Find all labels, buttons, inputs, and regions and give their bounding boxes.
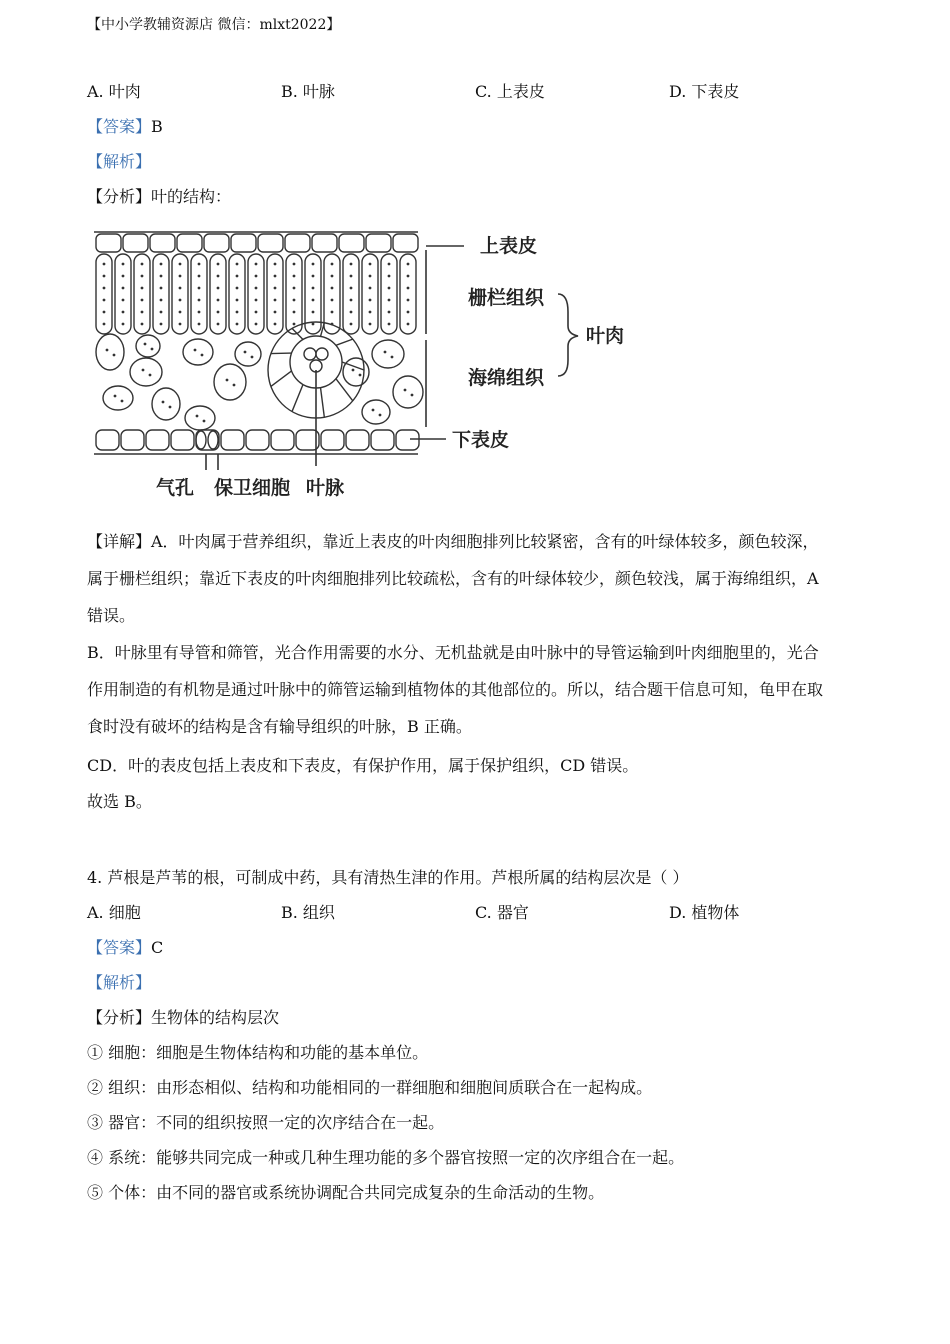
q3-option-a: A. 叶肉: [87, 82, 141, 101]
chloroplast: [372, 409, 375, 412]
chloroplast: [369, 311, 372, 314]
chloroplast: [179, 263, 182, 266]
upper-epidermis-cell: [204, 234, 229, 252]
answer-tag: 【答案】: [87, 938, 152, 957]
chloroplast: [379, 414, 382, 417]
chloroplast: [350, 299, 353, 302]
chloroplast: [198, 263, 201, 266]
label-mesophyll: 叶肉: [586, 325, 625, 347]
chloroplast: [255, 275, 258, 278]
chloroplast: [407, 263, 410, 266]
lower-epidermis-cell: [246, 430, 269, 450]
chloroplast: [274, 263, 277, 266]
chloroplast: [122, 275, 125, 278]
q3-detail-line: 食时没有破坏的结构是含有输导组织的叶脉，B 正确。: [87, 717, 472, 736]
chloroplast: [293, 311, 296, 314]
chloroplast: [293, 299, 296, 302]
xylem-vessel: [304, 348, 316, 360]
label-stoma: 气孔: [156, 477, 195, 499]
label-palisade: 栅栏组织: [468, 287, 545, 309]
fenxi-tag: 【分析】: [87, 187, 152, 206]
palisade-cell: [381, 254, 397, 334]
chloroplast: [103, 287, 106, 290]
lower-epidermis-cell: [321, 430, 344, 450]
upper-epidermis-cell: [123, 234, 148, 252]
chloroplast: [103, 299, 106, 302]
chloroplast: [103, 323, 106, 326]
chloroplast: [255, 323, 258, 326]
chloroplast: [369, 287, 372, 290]
q3-option-b: B. 叶脉: [281, 82, 335, 101]
chloroplast: [388, 263, 391, 266]
upper-epidermis-cell: [231, 234, 256, 252]
upper-epidermis-cell: [312, 234, 337, 252]
label-spongy: 海绵组织: [468, 367, 545, 389]
chloroplast: [122, 299, 125, 302]
chloroplast: [198, 311, 201, 314]
chloroplast: [350, 287, 353, 290]
q3-option-c: C. 上表皮: [475, 82, 545, 101]
palisade-cell: [286, 254, 302, 334]
spongy-cell: [235, 342, 261, 366]
chloroplast: [359, 374, 362, 377]
chloroplast: [236, 275, 239, 278]
q3-conclusion: 故选 B。: [87, 792, 152, 811]
chloroplast: [226, 379, 229, 382]
q3-detail-line: B．叶脉里有导管和筛管，光合作用需要的水分、无机盐就是由叶脉中的导管运输到叶肉细胞里的，光合: [87, 643, 819, 662]
chloroplast: [198, 299, 201, 302]
chloroplast: [236, 311, 239, 314]
chloroplast: [350, 275, 353, 278]
sheath-cell-wall: [336, 379, 353, 401]
fenxi-tag: 【分析】: [87, 1008, 152, 1027]
chloroplast: [160, 299, 163, 302]
palisade-cell: [96, 254, 112, 334]
leaf-structure-diagram: [88, 222, 648, 512]
leaf-cells: [94, 232, 423, 454]
chloroplast: [293, 263, 296, 266]
chloroplast: [331, 299, 334, 302]
chloroplast: [122, 263, 125, 266]
palisade-cell: [115, 254, 131, 334]
chloroplast: [141, 311, 144, 314]
lower-epidermis-cell: [171, 430, 194, 450]
chloroplast: [312, 275, 315, 278]
chloroplast: [384, 351, 387, 354]
chloroplast: [196, 415, 199, 418]
q4-option-c: C. 器官: [475, 903, 529, 922]
q4-point: ③ 器官：不同的组织按照一定的次序结合在一起。: [87, 1113, 445, 1132]
chloroplast: [350, 263, 353, 266]
chloroplast: [122, 311, 125, 314]
chloroplast: [255, 299, 258, 302]
label-upper-epidermis: 上表皮: [480, 235, 538, 257]
chloroplast: [293, 287, 296, 290]
upper-epidermis-cell: [366, 234, 391, 252]
upper-epidermis-cell: [177, 234, 202, 252]
lower-epidermis-cell: [121, 430, 144, 450]
chloroplast: [331, 263, 334, 266]
chloroplast: [160, 275, 163, 278]
chloroplast: [407, 299, 410, 302]
sheath-cell-wall: [336, 339, 353, 345]
chloroplast: [217, 263, 220, 266]
chloroplast: [274, 323, 277, 326]
q3-detail-line: CD．叶的表皮包括上表皮和下表皮，有保护作用，属于保护组织，CD 错误。: [87, 756, 639, 775]
chloroplast: [217, 311, 220, 314]
guard-cell: [208, 431, 218, 449]
spongy-cell: [130, 358, 162, 386]
label-vein: 叶脉: [306, 477, 345, 499]
upper-epidermis-cell: [96, 234, 121, 252]
chloroplast: [388, 323, 391, 326]
chloroplast: [106, 349, 109, 352]
spongy-cell: [214, 364, 246, 400]
chloroplast: [251, 356, 254, 359]
spongy-cell: [362, 400, 390, 424]
chloroplast: [391, 356, 394, 359]
chloroplast: [103, 275, 106, 278]
q4-point: ① 细胞：细胞是生物体结构和功能的基本单位。: [87, 1043, 429, 1062]
chloroplast: [141, 275, 144, 278]
chloroplast: [114, 395, 117, 398]
chloroplast: [312, 287, 315, 290]
label-guard-cell: 保卫细胞: [214, 477, 291, 499]
chloroplast: [274, 311, 277, 314]
chloroplast: [103, 263, 106, 266]
palisade-cell: [153, 254, 169, 334]
chloroplast: [388, 299, 391, 302]
palisade-cell: [229, 254, 245, 334]
spongy-cell: [393, 376, 423, 408]
spongy-cell: [185, 406, 215, 430]
page-header: 【中小学教辅资源店 微信：mlxt2022】: [87, 17, 341, 33]
answer-value: C: [151, 938, 164, 957]
chloroplast: [312, 311, 315, 314]
chloroplast: [369, 299, 372, 302]
chloroplast: [198, 275, 201, 278]
chloroplast: [369, 323, 372, 326]
chloroplast: [236, 323, 239, 326]
q4-fenxi: [87, 1008, 279, 1028]
q3-option-d: D. 下表皮: [669, 82, 740, 101]
chloroplast: [160, 323, 163, 326]
chloroplast: [388, 275, 391, 278]
q3-analysis-tag: 【解析】: [87, 152, 152, 171]
spongy-cell: [183, 339, 213, 365]
chloroplast: [407, 323, 410, 326]
chloroplast: [179, 287, 182, 290]
lower-epidermis-cell: [396, 430, 419, 450]
q3-detail-line: 【详解】A．叶肉属于营养组织，靠近上表皮的叶肉细胞排列比较紧密，含有的叶绿体较多，颜色较深，: [87, 532, 819, 551]
sheath-cell-wall: [271, 371, 292, 387]
chloroplast: [293, 323, 296, 326]
chloroplast: [255, 263, 258, 266]
upper-epidermis-cell: [285, 234, 310, 252]
fenxi-text: 叶的结构：: [151, 187, 232, 206]
label-lower-epidermis: 下表皮: [452, 429, 510, 451]
chloroplast: [149, 374, 152, 377]
chloroplast: [217, 299, 220, 302]
chloroplast: [141, 323, 144, 326]
chloroplast: [142, 369, 145, 372]
chloroplast: [233, 384, 236, 387]
answer-tag: 【答案】: [87, 117, 152, 136]
q3-detail-line: 作用制造的有机物是通过叶脉中的筛管运输到植物体的其他部位的。所以，结合题干信息可知，龟甲在取: [87, 680, 824, 699]
chloroplast: [179, 311, 182, 314]
chloroplast: [255, 311, 258, 314]
chloroplast: [169, 406, 172, 409]
q4-point: ④ 系统：能够共同完成一种或几种生理功能的多个器官按照一定的次序组合在一起。: [87, 1148, 685, 1167]
lower-epidermis-cell: [221, 430, 244, 450]
chloroplast: [411, 394, 414, 397]
palisade-cell: [172, 254, 188, 334]
xylem-vessel: [316, 348, 328, 360]
chloroplast: [350, 323, 353, 326]
upper-epidermis-cell: [150, 234, 175, 252]
chloroplast: [103, 311, 106, 314]
spongy-cell: [343, 358, 369, 386]
chloroplast: [274, 275, 277, 278]
q4-option-d: D. 植物体: [669, 903, 740, 922]
chloroplast: [274, 287, 277, 290]
chloroplast: [312, 299, 315, 302]
q3-detail-line: 属于栅栏组织；靠近下表皮的叶肉细胞排列比较疏松，含有的叶绿体较少，颜色较浅，属于海绵组织，A: [87, 569, 819, 588]
q3-fenxi: [87, 187, 231, 207]
chloroplast: [121, 400, 124, 403]
spongy-cell: [103, 386, 133, 410]
chloroplast: [236, 287, 239, 290]
answer-value: B: [151, 117, 163, 136]
chloroplast: [151, 348, 154, 351]
palisade-cell: [343, 254, 359, 334]
spongy-cell: [136, 335, 160, 357]
chloroplast: [236, 263, 239, 266]
palisade-cell: [324, 254, 340, 334]
palisade-cell: [248, 254, 264, 334]
chloroplast: [160, 311, 163, 314]
upper-epidermis-cell: [393, 234, 418, 252]
chloroplast: [312, 323, 315, 326]
q3-answer: [87, 117, 163, 137]
q4-option-b: B. 组织: [281, 903, 335, 922]
chloroplast: [369, 275, 372, 278]
mesophyll-brace: [558, 294, 578, 376]
chloroplast: [217, 287, 220, 290]
chloroplast: [179, 299, 182, 302]
guard-cell: [196, 431, 206, 449]
chloroplast: [201, 354, 204, 357]
chloroplast: [312, 263, 315, 266]
chloroplast: [113, 354, 116, 357]
chloroplast: [122, 323, 125, 326]
chloroplast: [236, 299, 239, 302]
q4-point: ② 组织：由形态相似、结构和功能相同的一群细胞和细胞间质联合在一起构成。: [87, 1078, 653, 1097]
q4-point: ⑤ 个体：由不同的器官或系统协调配合共同完成复杂的生命活动的生物。: [87, 1183, 605, 1202]
chloroplast: [331, 275, 334, 278]
palisade-cell: [210, 254, 226, 334]
palisade-cell: [400, 254, 416, 334]
chloroplast: [407, 287, 410, 290]
chloroplast: [331, 287, 334, 290]
chloroplast: [160, 263, 163, 266]
chloroplast: [217, 323, 220, 326]
lower-epidermis-cell: [371, 430, 394, 450]
chloroplast: [331, 311, 334, 314]
chloroplast: [388, 287, 391, 290]
chloroplast: [162, 401, 165, 404]
chloroplast: [404, 389, 407, 392]
chloroplast: [217, 275, 220, 278]
chloroplast: [141, 299, 144, 302]
palisade-cell: [134, 254, 150, 334]
chloroplast: [388, 311, 391, 314]
lower-epidermis-cell: [96, 430, 119, 450]
palisade-cell: [191, 254, 207, 334]
chloroplast: [198, 323, 201, 326]
palisade-cell: [267, 254, 283, 334]
spongy-cell: [96, 334, 124, 370]
chloroplast: [160, 287, 163, 290]
chloroplast: [244, 351, 247, 354]
q4-stem: 4. 芦根是芦苇的根，可制成中药，具有清热生津的作用。芦根所属的结构层次是（ ）: [87, 868, 689, 887]
chloroplast: [179, 323, 182, 326]
chloroplast: [179, 275, 182, 278]
palisade-cell: [362, 254, 378, 334]
chloroplast: [350, 311, 353, 314]
chloroplast: [141, 263, 144, 266]
chloroplast: [407, 275, 410, 278]
fenxi-text: 生物体的结构层次: [151, 1008, 280, 1027]
chloroplast: [198, 287, 201, 290]
upper-epidermis-cell: [258, 234, 283, 252]
lower-epidermis-cell: [271, 430, 294, 450]
chloroplast: [255, 287, 258, 290]
upper-epidermis-cell: [339, 234, 364, 252]
chloroplast: [293, 275, 296, 278]
spongy-cell: [152, 388, 180, 420]
q4-analysis-tag: 【解析】: [87, 973, 152, 992]
chloroplast: [122, 287, 125, 290]
chloroplast: [141, 287, 144, 290]
chloroplast: [352, 369, 355, 372]
chloroplast: [144, 343, 147, 346]
q4-answer: [87, 938, 163, 958]
sheath-cell-wall: [292, 385, 303, 412]
chloroplast: [194, 349, 197, 352]
chloroplast: [274, 299, 277, 302]
chloroplast: [407, 311, 410, 314]
lower-epidermis-cell: [146, 430, 169, 450]
lower-epidermis-cell: [346, 430, 369, 450]
chloroplast: [203, 420, 206, 423]
q3-detail-line: 错误。: [87, 606, 136, 625]
spongy-cell: [372, 340, 404, 368]
q4-option-a: A. 细胞: [87, 903, 141, 922]
sheath-cell-wall: [321, 388, 325, 418]
chloroplast: [369, 263, 372, 266]
